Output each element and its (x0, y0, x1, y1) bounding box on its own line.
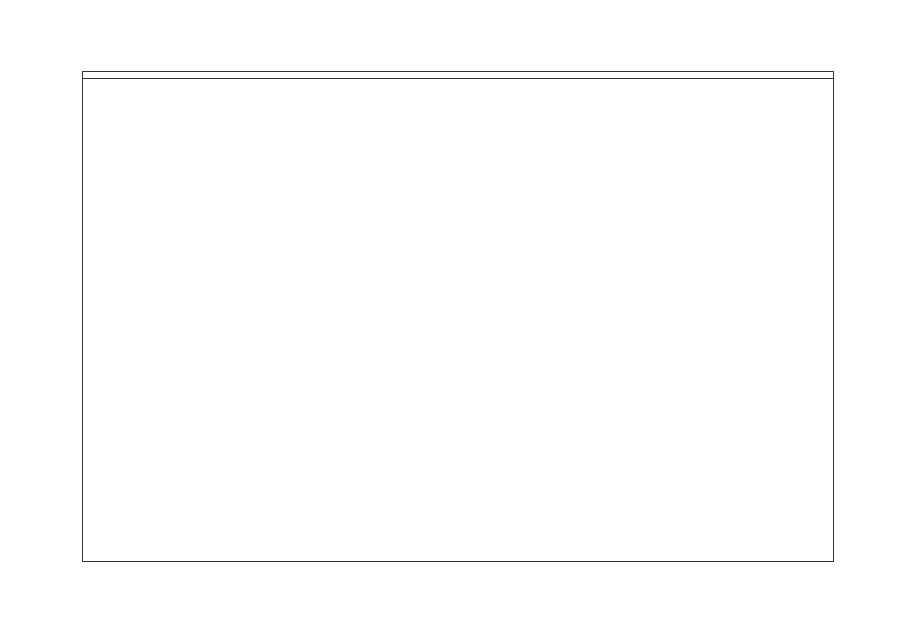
table-header-row (83, 72, 833, 79)
capital-repair-table (82, 71, 834, 562)
